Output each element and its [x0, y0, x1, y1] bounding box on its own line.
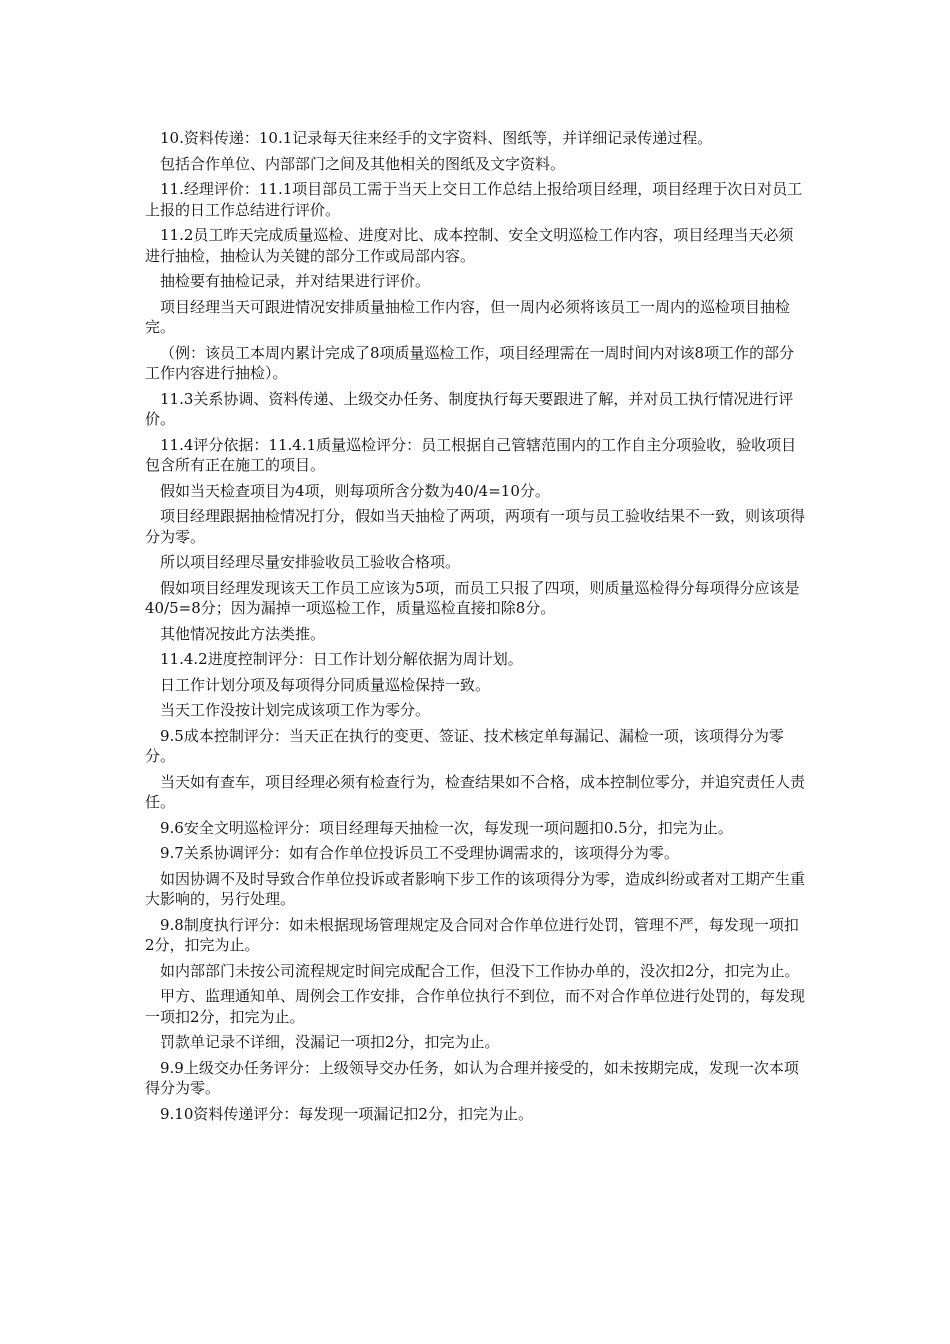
paragraph-missed-inspection: 假如项目经理发现该天工作员工应该为5项，而员工只报了四项，则质量巡检得分每项得分应该是40/5=8分；因为漏掉一项巡检工作，质量巡检直接扣除8分。	[145, 578, 800, 617]
paragraph-11-3-follow-up: 11.3关系协调、资料传递、上级交办任务、制度执行每天要跟进了解，并对员工执行情况进行评价。	[145, 389, 794, 428]
paragraph-daily-plan-items: 日工作计划分项及每项得分同质量巡检保持一致。	[160, 675, 491, 694]
paragraph-11-4-2-progress-control: 11.4.2进度控制评分：日工作计划分解依据为周计划。	[160, 650, 523, 668]
paragraph-9-10-document-transfer-scoring: 9.10资料传递评分：每发现一项漏记扣2分，扣完为止。	[160, 1104, 533, 1123]
paragraph-document-scope: 包括合作单位、内部部门之间及其他相关的图纸及文字资料。	[160, 154, 566, 173]
paragraph-spot-check-record: 抽检要有抽检记录，并对结果进行评价。	[160, 272, 431, 290]
paragraph-9-5-cost-control: 9.5成本控制评分：当天正在执行的变更、签证、技术核定单每漏记、漏检一项，该项得分为零分。	[145, 726, 784, 765]
paragraph-coordination-delay: 如因协调不及时导致合作单位投诉或者影响下步工作的该项得分为零，造成纠纷或者对工期产生重大影响的，另行处理。	[145, 869, 806, 908]
paragraph-11-4-scoring-basis: 11.4评分依据：11.4.1质量巡检评分：员工根据自己管辖范围内的工作自主分项验收，验收项目包含所有正在施工的项目。	[145, 435, 797, 474]
paragraph-weekly-spot-check: 项目经理当天可跟进情况安排质量抽检工作内容，但一周内必须将该员工一周内的巡检项目抽检完。	[145, 297, 791, 336]
paragraph-other-cases: 其他情况按此方法类推。	[160, 624, 326, 643]
paragraph-vehicle-check: 当天如有查车，项目经理必须有检查行为，检查结果如不合格，成本控制位零分，并追究责任人责任。	[145, 772, 806, 811]
paragraph-internal-department: 如内部部门未按公司流程规定时间完成配合工作，但没下工作协办单的，没次扣2分，扣完为止。	[160, 961, 800, 980]
paragraph-9-7-coordination: 9.7关系协调评分：如有合作单位投诉员工不受理协调需求的，该项得分为零。	[160, 844, 679, 862]
paragraph-score-per-item: 假如当天检查项目为4项，则每项所含分数为40/4=10分。	[160, 481, 550, 500]
paragraph-11-2-spot-check: 11.2员工昨天完成质量巡检、进度对比、成本控制、安全文明巡检工作内容，项目经理当天必须进行抽检，抽检认为关键的部分工作或局部内容。	[145, 226, 794, 265]
paragraph-9-8-system-execution: 9.8制度执行评分：如未根据现场管理规定及合同对合作单位进行处罚，管理不严，每发现一项扣2分，扣完为止。	[145, 915, 799, 954]
paragraph-9-9-assigned-tasks: 9.9上级交办任务评分：上级领导交办任务，如认为合理并接受的，如未按期完成，发现一次本项得分为零。	[145, 1058, 799, 1097]
paragraph-spot-check-scoring: 项目经理跟据抽检情况打分，假如当天抽检了两项，两项有一项与员工验收结果不一致，则该项得分为零。	[145, 507, 806, 546]
paragraph-example: （例：该员工本周内累计完成了8项质量巡检工作，项目经理需在一周时间内对该8项工作的部分工作内容进行抽检）。	[145, 343, 795, 382]
paragraph-arrange-acceptance: 所以项目经理尽量安排验收员工验收合格项。	[160, 553, 461, 571]
paragraph-9-6-safety-inspection: 9.6安全文明巡检评分：项目经理每天抽检一次，每发现一项问题扣0.5分，扣完为止。	[160, 818, 733, 837]
paragraph-owner-supervisor-notice: 甲方、监理通知单、周例会工作安排，合作单位执行不到位，而不对合作单位进行处罚的，每发现一项扣2分，扣完为止。	[145, 987, 806, 1026]
paragraph-10-document-transfer: 10.资料传递：10.1记录每天往来经手的文字资料、图纸等，并详细记录传递过程。	[160, 129, 713, 147]
paragraph-fine-record: 罚款单记录不详细，没漏记一项扣2分，扣完为止。	[160, 1033, 500, 1051]
paragraph-plan-not-completed: 当天工作没按计划完成该项工作为零分。	[160, 701, 431, 719]
paragraph-11-manager-evaluation: 11.经理评价：11.1项目部员工需于当天上交日工作总结上报给项目经理，项目经理于次日对员工上报的日工作总结进行评价。	[145, 180, 803, 219]
document-body	[145, 128, 805, 1129]
